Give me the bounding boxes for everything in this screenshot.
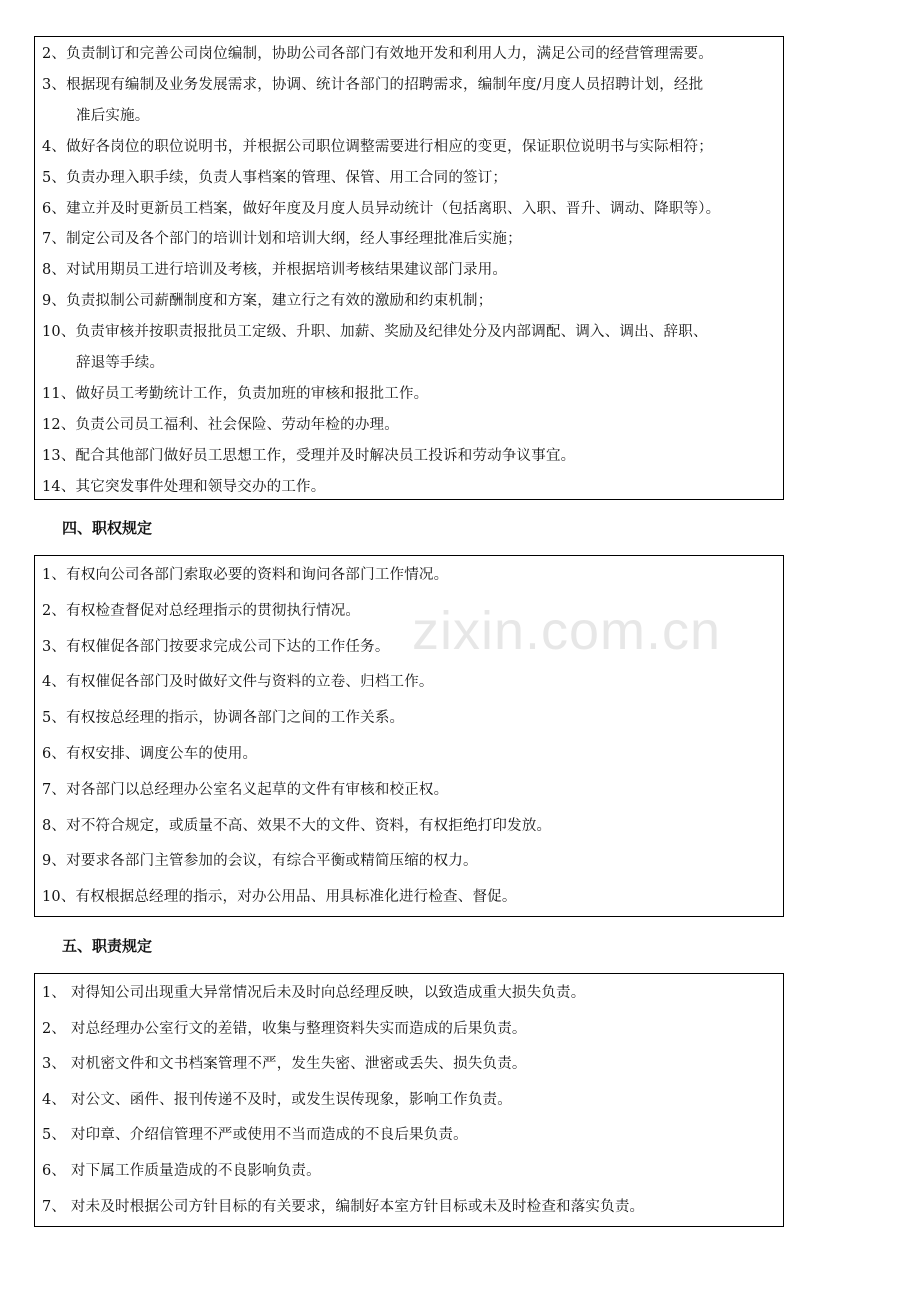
authority-item-2: 2、有权检查督促对总经理指示的贯彻执行情况。 (42, 602, 361, 619)
duties-list (35, 39, 783, 503)
authority-item-8: 8、对不符合规定，或质量不高、效果不大的文件、资料，有权拒绝打印发放。 (42, 817, 552, 834)
responsibility-item-1: 1、 对得知公司出现重大异常情况后未及时向总经理反映，以致造成重大损失负责。 (42, 985, 586, 1001)
duty-item-13: 13、配合其他部门做好员工思想工作，受理并及时解决员工投诉和劳动争议事宜。 (42, 447, 576, 464)
section-4-heading: 四、职权规定 (62, 519, 153, 537)
responsibility-item-2: 2、 对总经理办公室行文的差错，收集与整理资料失实而造成的后果负责。 (42, 1020, 527, 1037)
duty-item-10 (35, 317, 783, 379)
responsibility-box (34, 973, 784, 1227)
authority-item-10: 10、有权根据总经理的指示，对办公用品、用具标准化进行检查、督促。 (42, 889, 517, 906)
authority-item-9: 9、对要求各部门主管参加的会议，有综合平衡或精简压缩的权力。 (42, 853, 478, 870)
duty-item-4: 4、做好各岗位的职位说明书，并根据公司职位调整需要进行相应的变更，保证职位说明书与实际相符； (42, 138, 713, 155)
authority-item-1: 1、有权向公司各部门索取必要的资料和询问各部门工作情况。 (42, 567, 449, 583)
responsibility-item-7: 7、 对未及时根据公司方针目标的有关要求，编制好本室方针目标或未及时检查和落实负责。 (42, 1198, 645, 1215)
section-5-heading: 五、职责规定 (62, 937, 153, 955)
duty-item-9: 9、负责拟制公司薪酬制度和方案，建立行之有效的激励和约束机制； (42, 293, 493, 310)
duty-item-3-text: 3、根据现有编制及业务发展需求，协调、统计各部门的招聘需求，编制年度/月度人员招聘计划，经批 (42, 76, 704, 93)
duty-item-7: 7、制定公司及各个部门的培训计划和培训大纲，经人事经理批准后实施； (42, 231, 522, 248)
authority-item-3: 3、有权催促各部门按要求完成公司下达的工作任务。 (42, 638, 390, 655)
duty-item-5: 5、负责办理入职手续，负责人事档案的管理、保管、用工合同的签订； (42, 169, 508, 186)
responsibility-item-4: 4、 对公文、函件、报刊传递不及时，或发生误传现象，影响工作负责。 (42, 1091, 512, 1108)
responsibility-list (35, 976, 783, 1225)
responsibility-item-6: 6、 对下属工作质量造成的不良影响负责。 (42, 1162, 321, 1179)
duty-item-11: 11、做好员工考勤统计工作，负责加班的审核和报批工作。 (42, 385, 429, 402)
authority-item-4: 4、有权催促各部门及时做好文件与资料的立卷、归档工作。 (42, 674, 434, 691)
duty-item-3 (35, 70, 783, 132)
duty-item-8: 8、对试用期员工进行培训及考核，并根据培训考核结果建议部门录用。 (42, 262, 508, 279)
authority-list (35, 558, 783, 916)
duty-item-12: 12、负责公司员工福利、社会保险、劳动年检的办理。 (42, 416, 399, 433)
duty-item-14: 14、其它突发事件处理和领导交办的工作。 (42, 478, 326, 495)
authority-item-7: 7、对各部门以总经理办公室名义起草的文件有审核和校正权。 (42, 781, 449, 798)
responsibility-item-3: 3、 对机密文件和文书档案管理不严，发生失密、泄密或丢失、损失负责。 (42, 1056, 527, 1073)
duty-item-6: 6、建立并及时更新员工档案，做好年度及月度人员异动统计（包括离职、入职、晋升、调动、降职等）。 (42, 200, 721, 217)
responsibility-item-5: 5、 对印章、介绍信管理不严或使用不当而造成的不良后果负责。 (42, 1127, 468, 1144)
duty-item-10-text: 10、负责审核并按职责报批员工定级、升职、加薪、奖励及纪律处分及内部调配、调入、调出、辞职、 (42, 324, 708, 341)
authority-item-6: 6、有权安排、调度公车的使用。 (42, 745, 258, 762)
duty-item-3-continuation: 准后实施。 (76, 107, 150, 124)
authority-box (34, 555, 784, 917)
duty-item-10-continuation: 辞退等手续。 (76, 355, 165, 372)
duty-item-2: 2、负责制订和完善公司岗位编制，协助公司各部门有效地开发和利用人力，满足公司的经营管理需要。 (42, 46, 713, 62)
authority-item-5: 5、有权按总经理的指示，协调各部门之间的工作关系。 (42, 710, 405, 727)
duties-box (34, 36, 784, 500)
